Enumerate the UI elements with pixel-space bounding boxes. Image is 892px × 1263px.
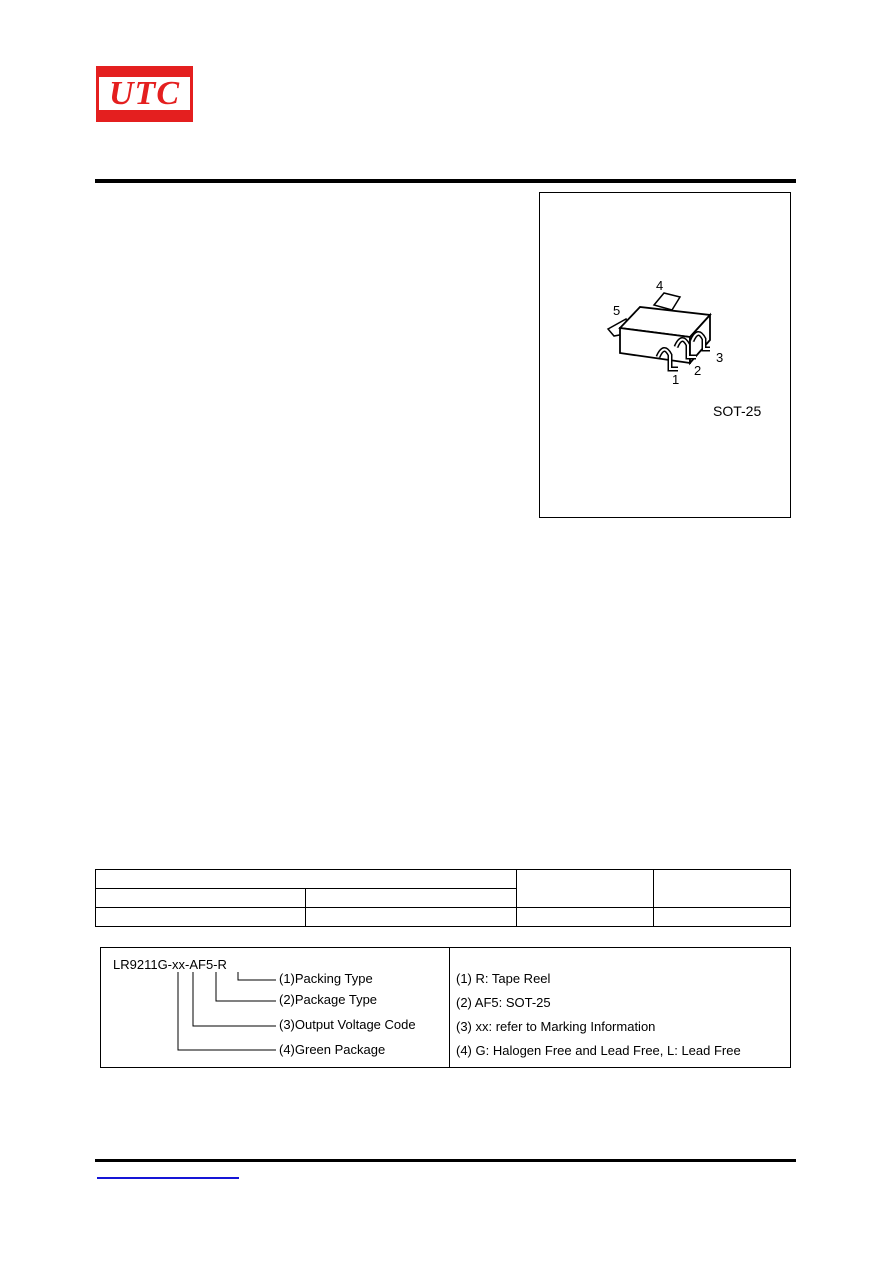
field-desc-green-package: (4) G: Halogen Free and Lead Free, L: Lead Free	[456, 1043, 741, 1058]
utc-logo	[96, 66, 193, 122]
table-cell	[96, 889, 306, 908]
field-label-packing-type: (1)Packing Type	[279, 971, 373, 986]
utc-logo-text: UTC	[109, 74, 180, 112]
header-rule	[95, 179, 796, 183]
package-name: SOT-25	[713, 403, 762, 419]
ordering-table	[95, 869, 791, 927]
pin-2-label: 2	[694, 363, 702, 378]
table-row	[96, 870, 791, 889]
field-desc-packing-type: (1) R: Tape Reel	[456, 971, 551, 986]
field-desc-package-type: (2) AF5: SOT-25	[456, 995, 551, 1010]
part-number-decode-box	[100, 947, 791, 1068]
field-label-package-type: (2)Package Type	[279, 992, 378, 1007]
pin-1-label: 1	[672, 372, 680, 387]
field-desc-output-voltage-code: (3) xx: refer to Marking Information	[456, 1019, 656, 1034]
table-cell	[654, 908, 791, 927]
table-row	[96, 908, 791, 927]
footer-rule	[95, 1159, 796, 1162]
table-cell	[654, 870, 791, 908]
sot25-package-drawing	[540, 193, 792, 519]
field-label-green-package: (4)Green Package	[279, 1042, 386, 1057]
package-figure-box	[539, 192, 791, 518]
table-cell	[517, 870, 654, 908]
table-cell	[517, 908, 654, 927]
field-label-output-voltage-code: (3)Output Voltage Code	[279, 1017, 416, 1032]
pin-5-label: 5	[613, 303, 621, 318]
pin-3-label: 3	[716, 350, 724, 365]
table-cell	[306, 889, 517, 908]
pin-4-label: 4	[656, 278, 664, 293]
footer-website-link[interactable]	[97, 1177, 239, 1179]
table-cell	[306, 908, 517, 927]
table-cell	[96, 908, 306, 927]
table-cell	[96, 870, 517, 889]
utc-logo-inner	[99, 74, 190, 112]
decode-divider	[449, 948, 450, 1067]
part-number: LR9211G-xx-AF5-R	[113, 957, 227, 972]
